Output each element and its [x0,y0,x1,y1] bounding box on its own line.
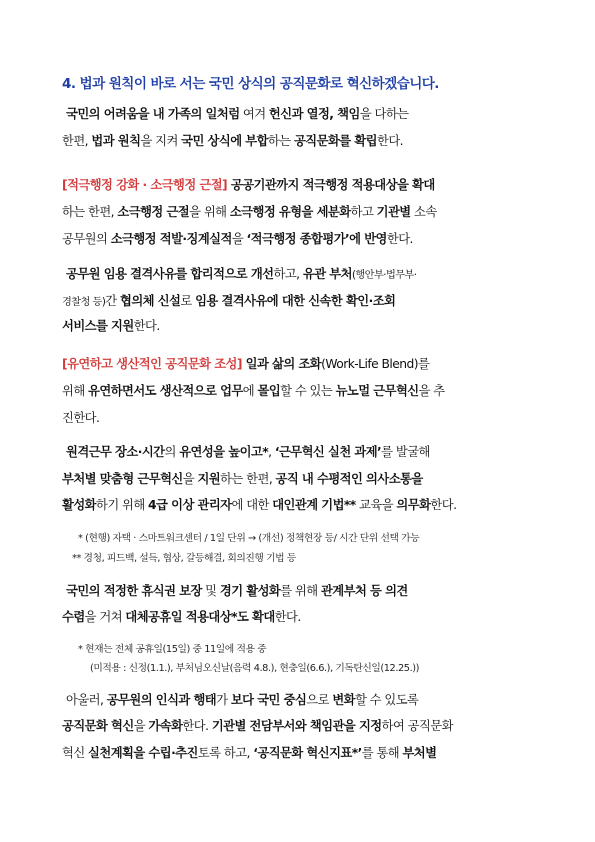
body-text: 의 [164,445,180,459]
paragraph-line [62,745,436,761]
body-text: 한편, [62,134,92,148]
body-text: 아울러, [66,693,107,707]
body-text: 한다. [430,498,457,512]
emphasis-text: 국민의 적정한 휴식권 보장 [66,584,202,598]
body-text: 을 다하는 [359,107,409,121]
emphasis-text: ‘근무혁신 실천 과제’ [274,445,382,459]
paragraph-line [62,293,395,311]
emphasis-text: 부처별 [402,746,437,760]
body-text: 토록 하고, [197,746,254,760]
body-text: 한다. [377,134,404,148]
emphasis-text: 공무원 임용 결격사유를 합리적으로 개선 [66,267,274,281]
emphasis-text: 헌신과 열정, 책임 [268,107,360,121]
body-text: 를 통해 [361,746,403,760]
body-text: 하는 한편, [62,205,118,219]
emphasis-text: 유연하면서도 생산적으로 업무 [88,384,243,398]
body-text: 교육을 [355,498,397,512]
body-text: 위해 [62,384,89,398]
body-text: 진한다. [62,411,100,425]
paragraph-line [62,410,99,426]
emphasis-text: 공직문화 혁신 [62,719,134,733]
section-tag: [유연하고 생산적인 공직문화 조성] [62,357,242,371]
body-text: , [268,445,275,459]
footnote: * (현행) 자택 · 스마트워크센터 / 1일 단위 → (개선) 정책현장 등/ 시간 단위 선택 가능 [78,533,420,544]
emphasis-text: 의무화 [396,498,431,512]
body-text: 한다. [274,610,301,624]
emphasis-text: 지원 [197,472,221,486]
emphasis-text: 공직문화를 확립 [293,134,377,148]
body-text: (행안부·법무부· [351,270,417,281]
paragraph-line [66,106,409,122]
emphasis-text: 공무원의 인식과 행태 [106,693,217,707]
emphasis-text: 국민의 어려움을 내 가족의 일처럼 [66,107,240,121]
paragraph-line [62,318,160,334]
emphasis-text: 소극행정 유형을 세분화 [229,205,351,219]
paragraph-line [66,444,430,460]
emphasis-text: 일과 삶의 조화 [241,357,322,371]
emphasis-text: 원격근무 장소·시간 [66,445,165,459]
emphasis-text: ‘적극행정 종합평가’에 반영 [246,232,387,246]
paragraph-line [66,692,418,708]
paragraph-line [62,133,403,149]
emphasis-text: 기관별 전담부서와 책임관을 지정 [211,719,382,733]
body-text: 할 수 있는 [280,384,336,398]
emphasis-text: 대체공휴일 적용대상*도 확대 [125,610,275,624]
body-text: 혁신 [62,746,89,760]
body-text: 하여 공직문화 [381,719,453,733]
emphasis-text: 관계부처 등 의견 [320,584,408,598]
emphasis-text: 변화 [332,693,355,707]
paragraph-line [62,356,429,372]
body-text: 에 [242,384,258,398]
emphasis-text: 공공기관까지 적극행정 적용대상을 확대 [227,178,435,192]
footnote: ** 경청, 피드백, 설득, 협상, 갈등해결, 회의진행 기법 등 [72,553,296,564]
footnote: (미적용 : 신정(1.1.), 부처님오신날(음력 4.8.), 현충일(6.6.), 기독탄신일(12.25.)) [90,663,419,674]
emphasis-text: 대인관계 기법** [272,498,356,512]
body-text: 를 위해 [280,584,321,598]
emphasis-text: 법과 원칙 [91,134,141,148]
body-text: 하는 [267,134,294,148]
emphasis-text: 가속화 [148,719,183,733]
body-text: 을 [182,472,198,486]
body-text: 을 추 [418,384,445,398]
emphasis-text: 실천계획을 수립·추진 [88,746,198,760]
body-text: 할 수 있도록 [354,693,419,707]
emphasis-text: 4급 이상 관리자 [148,498,232,512]
body-text: 하고, [273,267,303,281]
emphasis-text: 보다 국민 중심 [230,693,307,707]
body-text: 하는 한편, [220,472,276,486]
emphasis-text: 소극행정 근절 [117,205,190,219]
emphasis-text: 임용 결격사유에 대한 신속한 확인·조회 [195,294,396,308]
paragraph-line [62,718,453,734]
paragraph-line [66,583,408,599]
body-text: 및 [201,584,220,598]
body-text: 가 [216,693,231,707]
emphasis-text: 부처별 맞춤형 근무혁신 [62,472,183,486]
paragraph-line [62,204,437,220]
emphasis-text: 협의체 신설 [119,294,181,308]
body-text: 하고 [350,205,377,219]
body-text: 으로 [306,693,333,707]
body-text: 한다. [133,319,160,333]
body-text: 소속 [410,205,437,219]
body-text: 에 대한 [231,498,273,512]
emphasis-text: 유연성을 높이고* [179,445,269,459]
body-text: 을 [133,719,149,733]
emphasis-text: 뉴노멀 근무혁신 [335,384,419,398]
body-text: 하기 위해 [96,498,149,512]
body-text: 경찰청 등) [62,297,106,308]
body-text: (Work-Life Blend)를 [321,357,430,371]
paragraph-line [62,609,301,625]
emphasis-text: 국민 상식에 부합 [181,134,268,148]
body-text: 로 [180,294,196,308]
emphasis-text: 몰입 [257,384,281,398]
emphasis-text: 유관 부처 [302,267,352,281]
footnote: * 현재는 전체 공휴일(15일) 중 11일에 적용 중 [78,644,267,655]
emphasis-text: 경기 활성화 [219,584,281,598]
emphasis-text: 서비스를 지원 [62,319,134,333]
section-heading: 4. 법과 원칙이 바로 서는 국민 상식의 공직문화로 혁신하겠습니다. [62,76,439,92]
emphasis-text: 기관별 [376,205,411,219]
emphasis-text: 공직 내 수평적인 의사소통을 [275,472,423,486]
body-text: 을 거쳐 [84,610,126,624]
emphasis-text: 수렴 [62,610,85,624]
body-text: 간 [105,294,120,308]
emphasis-text: ‘공직문화 혁신지표*’ [253,746,362,760]
paragraph-line [62,383,445,399]
paragraph-line [62,177,435,193]
paragraph-line [62,231,413,247]
paragraph-line [66,266,417,284]
body-text: 를 발굴해 [381,445,430,459]
body-text: 한다. [182,719,212,733]
section-tag: [적극행정 강화 · 소극행정 근절] [62,178,228,192]
body-text: 을 위해 [189,205,230,219]
body-text: 공무원의 [62,232,111,246]
body-text: 을 [231,232,247,246]
emphasis-text: 소극행정 적발·징계실적 [110,232,232,246]
paragraph-line [62,471,423,487]
emphasis-text: 활성화 [62,498,96,512]
paragraph-line [62,497,456,513]
body-text: 여겨 [239,107,269,121]
body-text: 을 지켜 [140,134,182,148]
body-text: 한다. [386,232,413,246]
